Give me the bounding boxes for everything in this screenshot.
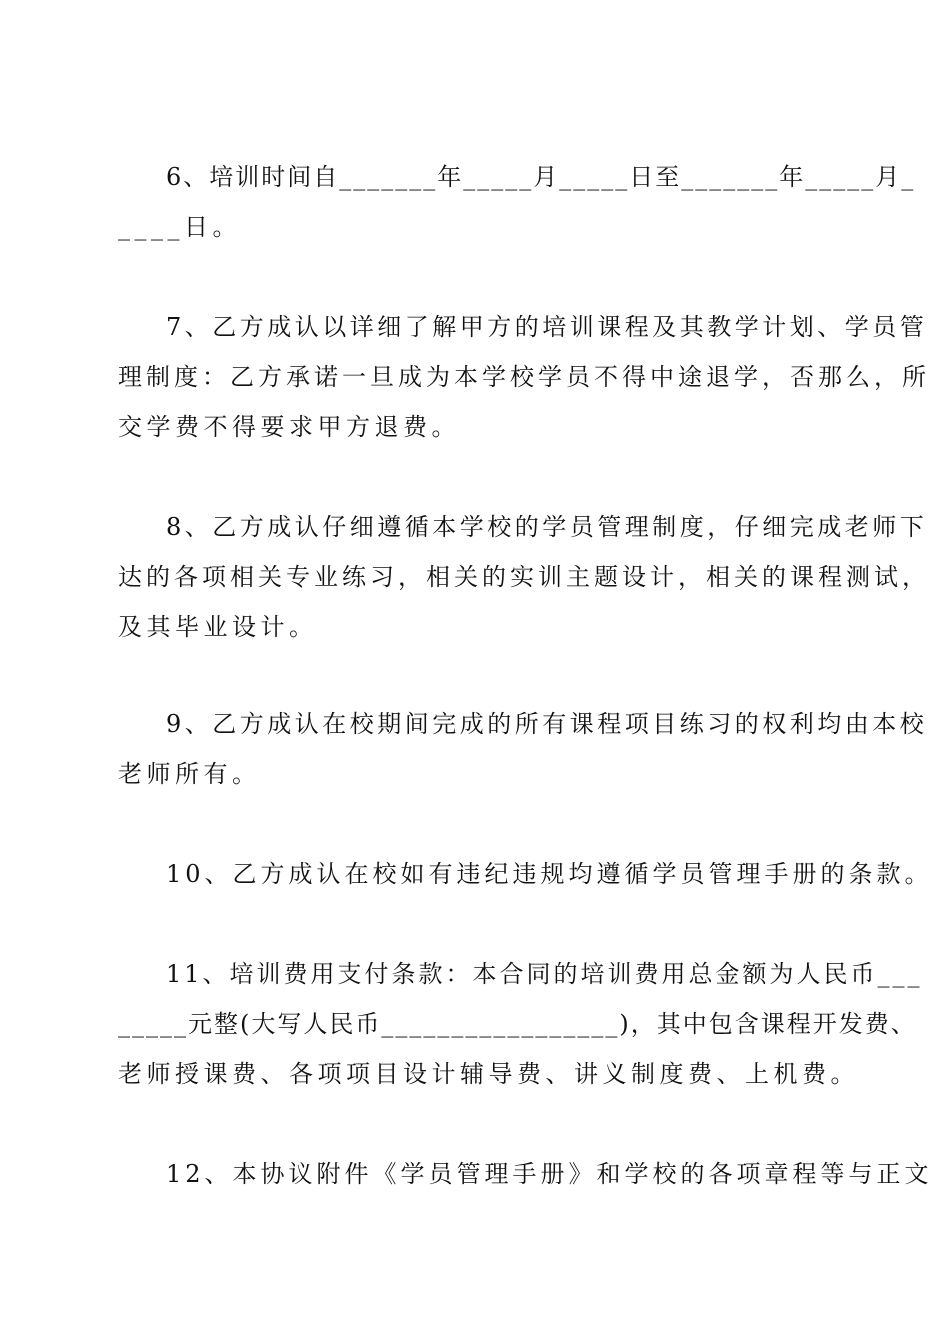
- clause-11-line-2: _____元整(大写人民币_________________)，其中包含课程开发费、: [118, 1010, 917, 1038]
- clause-8-line-2: 达的各项相关专业练习，相关的实训主题设计，相关的课程测试，: [118, 563, 930, 591]
- clause-9-line-2: 老师所有。: [118, 760, 261, 788]
- clause-10-line-1: 10、乙方成认在校如有违纪违规均遵循学员管理手册的条款。: [166, 860, 933, 888]
- clause-11-line-1: 11、培训费用支付条款：本合同的培训费用总金额为人民币___: [166, 960, 923, 988]
- clause-8-line-3: 及其毕业设计。: [118, 613, 318, 641]
- clause-12-line-1: 12、本协议附件《学员管理手册》和学校的各项章程等与正文: [166, 1160, 933, 1188]
- clause-7-line-3: 交学费不得要求甲方退费。: [118, 413, 460, 441]
- clause-7-line-1: 7、乙方成认以详细了解甲方的培训课程及其教学计划、学员管: [166, 313, 928, 341]
- clause-9-line-1: 9、乙方成认在校期间完成的所有课程项目练习的权利均由本校: [166, 710, 928, 738]
- clause-6-line-2: ____日。: [118, 213, 241, 241]
- clause-8-line-1: 8、乙方成认仔细遵循本学校的学员管理制度，仔细完成老师下: [166, 513, 928, 541]
- clause-6-line-1: 6、培训时间自_______年_____月_____日至_______年_____月_: [166, 163, 916, 191]
- clause-7-line-2: 理制度：乙方承诺一旦成为本学校学员不得中途退学，否那么，所: [118, 363, 930, 391]
- clause-11-line-3: 老师授课费、各项项目设计辅导费、讲义制度费、上机费。: [118, 1060, 859, 1088]
